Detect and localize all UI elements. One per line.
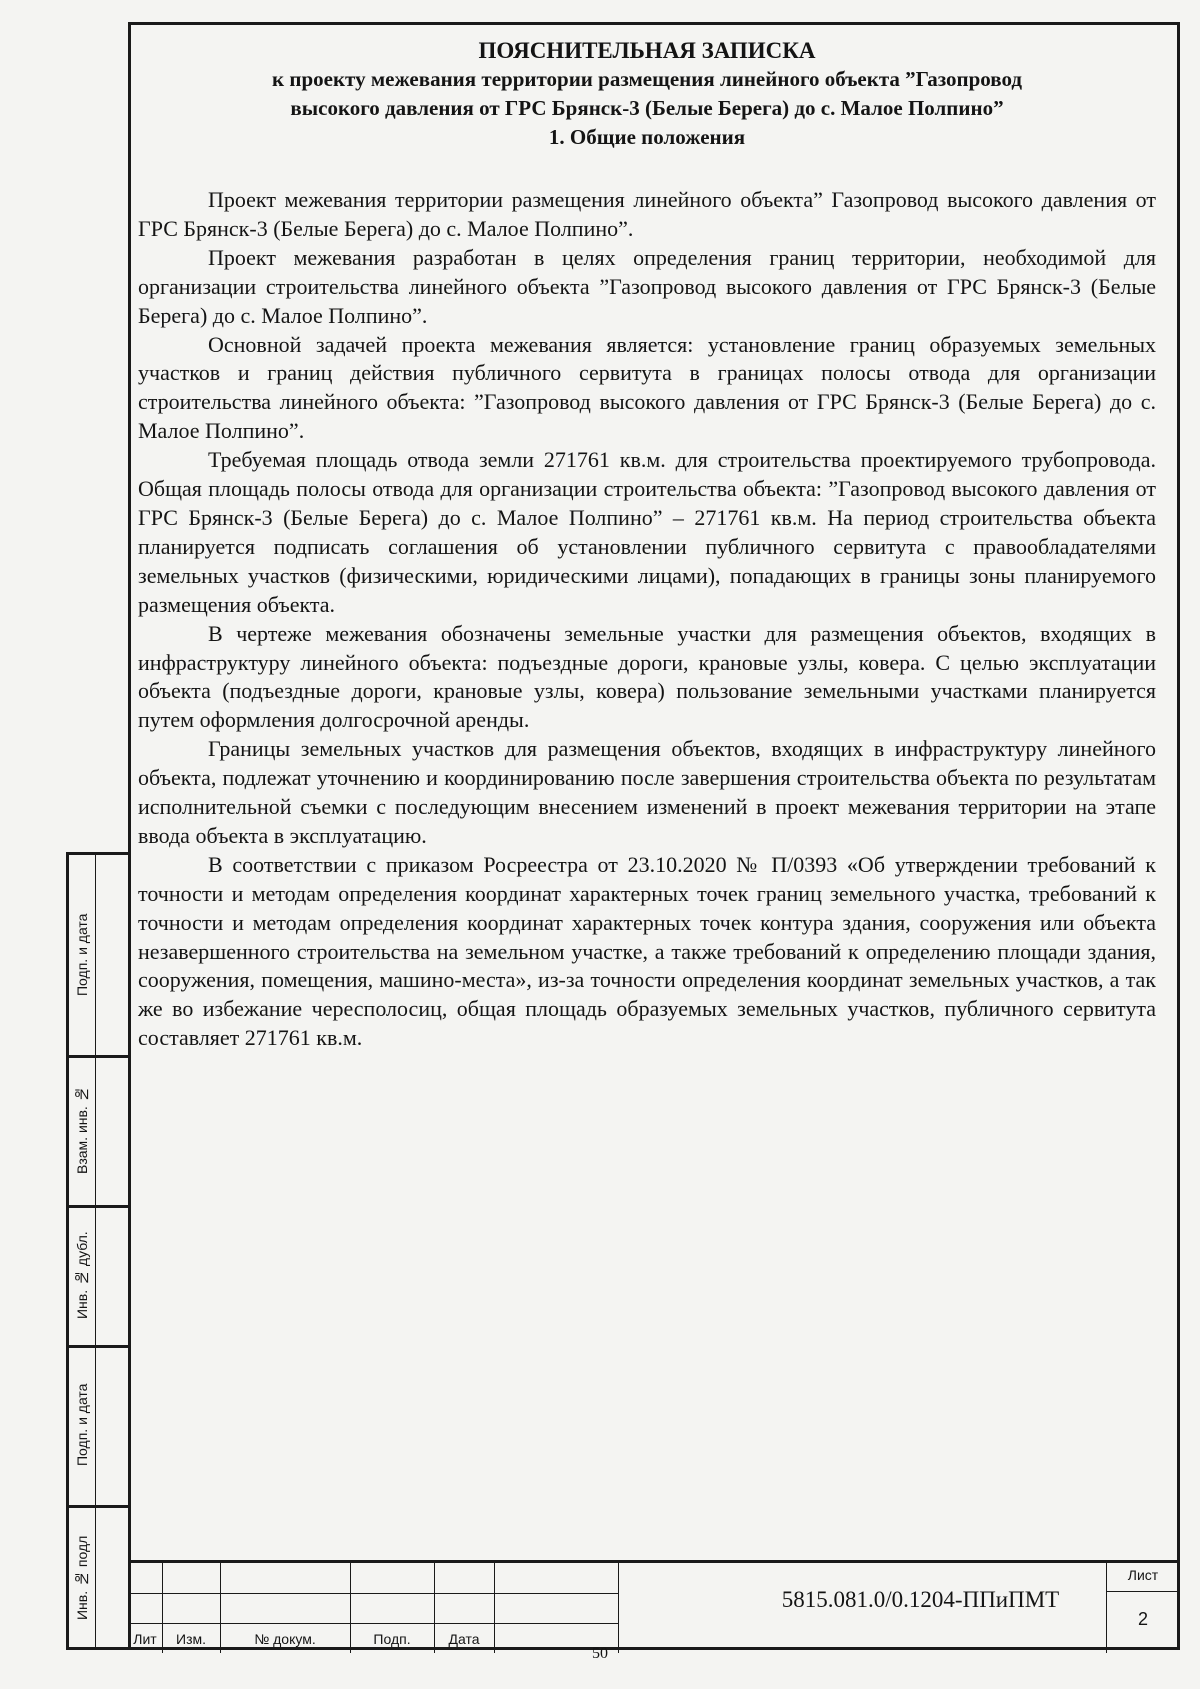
document-body xyxy=(138,36,1156,1053)
document-code: 5815.081.0/0.1204-ППиПМТ xyxy=(781,1587,1060,1612)
margin-label-sign-date-2: Подп. и дата xyxy=(74,1383,90,1467)
stamp-col-doc-number: № докум. xyxy=(254,1631,316,1647)
stamp-col-change: Изм. xyxy=(176,1631,206,1647)
sheet-number: 2 xyxy=(1137,1609,1148,1629)
margin-label-orig-inv: Инв. № подл xyxy=(74,1535,90,1620)
strip-divider xyxy=(95,855,96,1647)
title-block xyxy=(128,1560,1180,1650)
margin-label-replace-inv: Взам. инв. № xyxy=(74,1086,90,1174)
stamp-col-lit: Лит xyxy=(133,1631,157,1647)
sheet-label: Лист xyxy=(1127,1567,1159,1583)
stamp-col-signature: Подп. xyxy=(373,1631,411,1647)
document-subtitle-line1: к проекту межевания территории размещения линейного объекта ”Газопровод xyxy=(272,67,1022,91)
paragraph: В чертеже межевания обозначены земельные участки для размещения объектов, входящих в инфраструктуру линейного объекта: подъездные дороги, крановые узлы, ковера. С целью эксплуатации объекта (подъездные дороги, крановые узлы, ковера) пользование земельными участками планируется путем оформления долгосрочной аренды. xyxy=(138,620,1156,733)
page-number: 50 xyxy=(592,1645,608,1662)
stamp-line xyxy=(494,1563,495,1653)
paragraph: Границы земельных участков для размещения объектов, входящих в инфраструктуру линейного объекта, подлежат уточнению и координированию после завершения строительства объекта по результатам исполнительной съемки с последующим внесением изменений в проект межевания территории на этапе ввода объекта в эксплуатацию. xyxy=(138,736,1156,848)
margin-label-sign-date: Подп. и дата xyxy=(74,913,90,997)
margin-label-dup-inv: Инв. № дубл. xyxy=(74,1231,90,1319)
paragraph: Требуемая площадь отвода земли 271761 кв.м. для строительства проектируемого трубопровода. Общая площадь полосы отвода для организации строительства объекта: ”Газопровод высокого давления от ГРС Брянск-3 (Белые Берега) до с. Малое Полпино” – 271761 кв.м. На период строительства объекта планируется подписать соглашения об установлении публичного сервитута с правообладателями земельных участков (физическими, юридическими лицами), попадающих в границы зоны планируемого размещения объекта. xyxy=(138,447,1156,617)
paragraph: Основной задачей проекта межевания является: установление границ образуемых земельных участков и границ действия публичного сервитута в границах полосы отвода для организации строительства линейного объекта: ”Газопровод высокого давления от ГРС Брянск-3 (Белые Берега) до с. Малое Полпино”. xyxy=(138,331,1156,444)
stamp-line xyxy=(128,1593,618,1594)
paragraph: Проект межевания территории размещения линейного объекта” Газопровод высокого давления от ГРС Брянск-3 (Белые Берега) до с. Малое Полпино”. xyxy=(138,187,1156,241)
document-subtitle-line2: высокого давления от ГРС Брянск-3 (Белые Берега) до с. Малое Полпино” xyxy=(290,96,1004,120)
paragraphs xyxy=(138,186,1156,1053)
stamp-col-date: Дата xyxy=(448,1631,480,1647)
margin-strip xyxy=(66,852,128,1650)
section-heading: 1. Общие положения xyxy=(548,125,746,149)
paragraph: Проект межевания разработан в целях определения границ территории, необходимой для организации строительства линейного объекта ”Газопровод высокого давления от ГРС Брянск-3 (Белые Берега) до с. Малое Полпино”. xyxy=(138,244,1156,328)
paragraph: В соответствии с приказом Росреестра от 23.10.2020 № П/0393 «Об утверждении требований к точности и методам определения координат характерных точек границ земельного участка, требований к точности и методам определения координат характерных точек контура здания, сооружения или объекта незавершенного строительства на земельном участке, а также требований к определению площади здания, сооружения, помещения, машино-места», из-за точности определения координат земельных участков, а так же во избежание чересполосиц, общая площадь образуемых земельных участков, публичного сервитута составляет 271761 кв.м. xyxy=(138,851,1156,1051)
stamp-line xyxy=(128,1623,618,1624)
document-title: ПОЯСНИТЕЛЬНАЯ ЗАПИСКА xyxy=(478,38,816,63)
